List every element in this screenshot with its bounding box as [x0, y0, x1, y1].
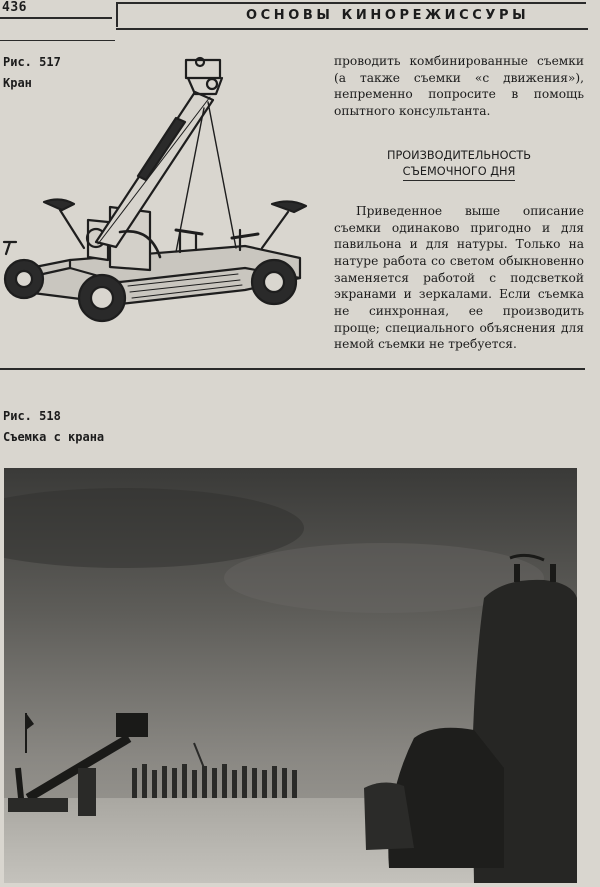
section-heading-line2: СЪЕМОЧНОГО ДНЯ [403, 164, 516, 181]
figure-518-label [3, 406, 104, 448]
figure-518-number: Рис. 518 [3, 409, 61, 423]
page-number-rule-lower [0, 40, 115, 41]
crane-shot-photo [4, 468, 577, 883]
figure-518-caption: Съемка с крана [3, 430, 105, 444]
crane-illustration [0, 52, 330, 332]
figure-517-caption: Кран [3, 76, 32, 90]
text-column [334, 53, 584, 353]
section-heading-line1: ПРОИЗВОДИТЕЛЬНОСТЬ [386, 148, 532, 162]
paragraph-2: Приведенное выше описание съемки одинаково пригодно и для павильона и для натуры. Только на натуре работа со светом обыкновенно заменяется работой с подсветкой экранами и зеркалами. Если съемка не синхронная, ее производить проще; специального объяснения для немой съемки не требуется. [334, 203, 584, 352]
section-heading [334, 148, 584, 181]
running-head: ОСНОВЫ КИНОРЕЖИССУРЫ [246, 8, 530, 23]
section-divider [0, 368, 585, 370]
page-number: 436 [2, 0, 27, 15]
figure-517-number: Рис. 517 [3, 55, 61, 69]
page-number-rule [0, 17, 112, 19]
paragraph-continued: проводить комбинированные съемки (а также съемки «с движения»), непременно попросите в помощь опытного консультанта. [334, 54, 584, 119]
